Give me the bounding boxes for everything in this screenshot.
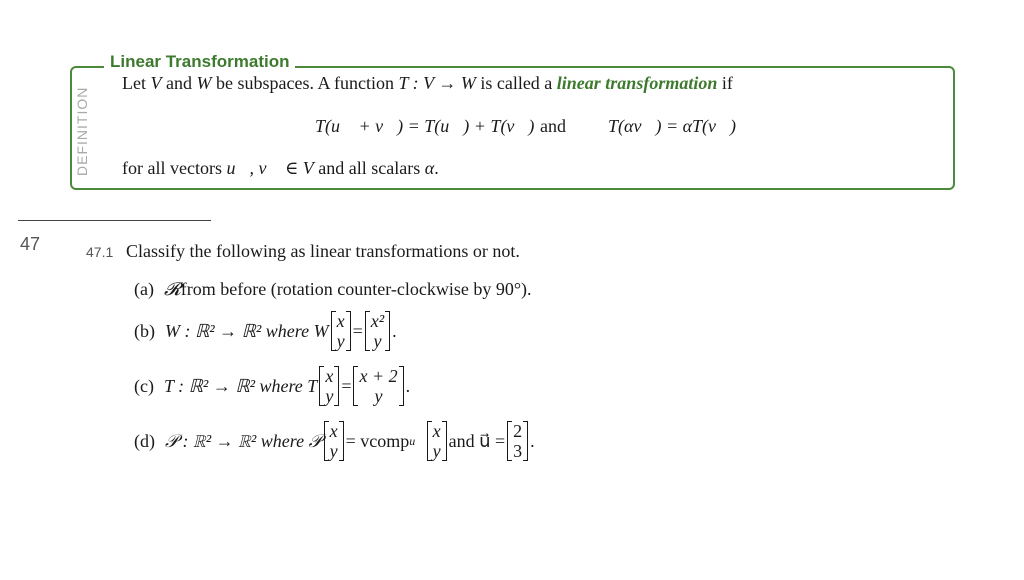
and-word: and [540, 116, 566, 136]
vector-result: x + 2 y [353, 366, 403, 406]
definition-title: Linear Transformation [104, 52, 295, 72]
item-d: (d) 𝒫 : ℝ² → ℝ² where 𝒫 x y = vcomp u⃗ x y and u⃗ = 2 3 . [134, 421, 535, 461]
vector-xy: x y [319, 366, 339, 406]
exercise-subnumber: 47.1 [86, 244, 114, 260]
defined-term: linear transformation [556, 73, 718, 93]
vector-result: x² y [365, 311, 390, 351]
vector-xy: x y [331, 311, 351, 351]
item-a: (a) 𝓡 from before (rotation counter-clockwise by 90°). [134, 279, 532, 300]
additivity-equation: T(u⃗ + v⃗) = T(u⃗) + T(v⃗) [315, 116, 535, 136]
function-signature: T : V → W [398, 73, 476, 93]
item-b: (b) W : ℝ² → ℝ² where W x y = x² y . [134, 311, 397, 351]
item-c: (c) T : ℝ² → ℝ² where T x y = x + 2 y . [134, 366, 411, 406]
exercise-number: 47 [20, 234, 41, 254]
definition-line-1: Let V and W be subspaces. A function T : V → W is called a linear transformation if [122, 73, 733, 93]
vector-xy: x y [324, 421, 344, 461]
separator-rule [18, 220, 211, 221]
definition-side-label: DEFINITION [74, 86, 90, 176]
exercise-prompt: Classify the following as linear transformations or not. [126, 241, 520, 261]
vector-u: 2 3 [507, 421, 528, 461]
definition-line-3: for all vectors u⃗, v⃗ ∈ V and all scalars α. [122, 158, 439, 178]
homogeneity-equation: T(αv⃗) = αT(v⃗) [608, 116, 737, 136]
vector-xy-2: x y [427, 421, 447, 461]
